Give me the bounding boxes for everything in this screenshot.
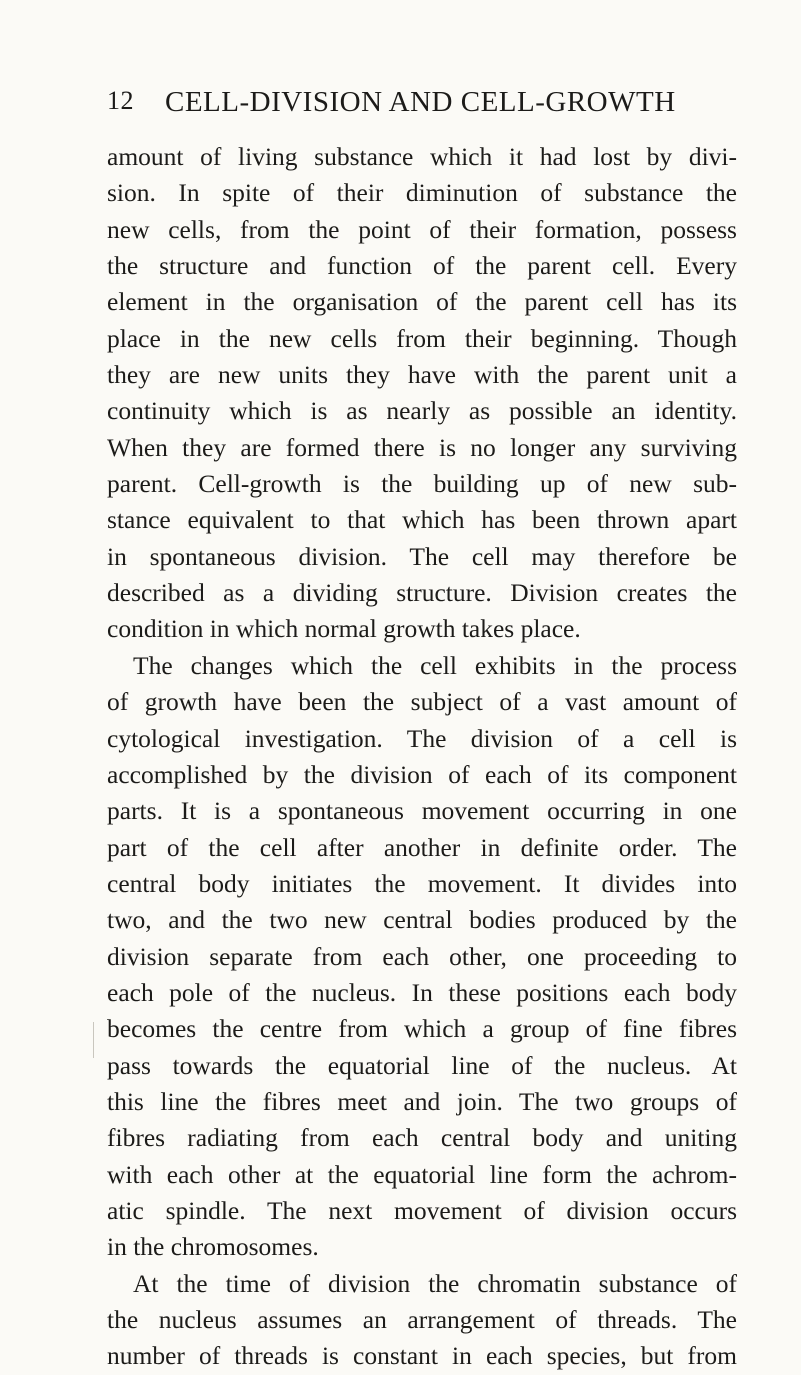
- text-line: number of threads is constant in each species, but from: [107, 1341, 737, 1371]
- text-line: cytological investigation. The division of a cell is: [107, 723, 737, 753]
- text-line: described as a dividing structure. Division creates the: [107, 578, 737, 608]
- text-line: pass towards the equatorial line of the nucleus. At: [107, 1050, 737, 1080]
- body-text: [107, 139, 737, 1375]
- text-line: becomes the centre from which a group of fine fibres: [107, 1014, 737, 1044]
- text-line: place in the new cells from their beginning. Though: [107, 323, 737, 353]
- text-line: parts. It is a spontaneous movement occurring in one: [107, 796, 737, 826]
- text-line: each pole of the nucleus. In these positions each body: [107, 977, 737, 1007]
- paragraph-end-line: in the chromosomes.: [107, 1232, 319, 1262]
- text-line: new cells, from the point of their formation, possess: [107, 214, 737, 244]
- text-line: this line the fibres meet and join. The two groups of: [107, 1086, 737, 1116]
- text-line: central body initiates the movement. It divides into: [107, 868, 737, 898]
- text-line: element in the organisation of the parent cell has its: [107, 287, 737, 317]
- margin-mark: [93, 1022, 94, 1058]
- text-line: they are new units they have with the parent unit a: [107, 360, 737, 390]
- running-title: CELL-DIVISION AND CELL-GROWTH: [165, 86, 676, 118]
- text-line: When they are formed there is no longer any surviving: [107, 432, 737, 462]
- text-line: amount of living substance which it had lost by divi-: [107, 142, 737, 171]
- text-line: two, and the two new central bodies produced by the: [107, 905, 737, 935]
- text-line: accomplished by the division of each of its component: [107, 759, 737, 789]
- text-line: atic spindle. The next movement of division occurs: [107, 1195, 737, 1225]
- paragraph-start-line: At the time of division the chromatin substance of: [133, 1268, 737, 1298]
- text-line: with each other at the equatorial line form the achrom-: [107, 1159, 737, 1189]
- page-number: 12: [107, 86, 134, 115]
- text-line: stance equivalent to that which has been thrown apart: [107, 505, 737, 535]
- text-line: in spontaneous division. The cell may therefore be: [107, 541, 737, 571]
- paragraph-start-line: The changes which the cell exhibits in the process: [133, 650, 737, 680]
- paragraph-end-line: condition in which normal growth takes place.: [107, 614, 581, 644]
- text-line: of growth have been the subject of a vast amount of: [107, 687, 737, 717]
- running-header: [107, 86, 747, 126]
- text-line: parent. Cell-growth is the building up of new sub-: [107, 469, 737, 499]
- text-line: fibres radiating from each central body and uniting: [107, 1123, 737, 1153]
- text-line: the nucleus assumes an arrangement of threads. The: [107, 1305, 737, 1334]
- text-line: sion. In spite of their diminution of substance the: [107, 178, 737, 208]
- text-line: continuity which is as nearly as possible an identity.: [107, 396, 737, 426]
- text-line: division separate from each other, one proceeding to: [107, 941, 737, 971]
- text-line: part of the cell after another in definite order. The: [107, 832, 737, 862]
- text-line: the structure and function of the parent cell. Every: [107, 251, 737, 281]
